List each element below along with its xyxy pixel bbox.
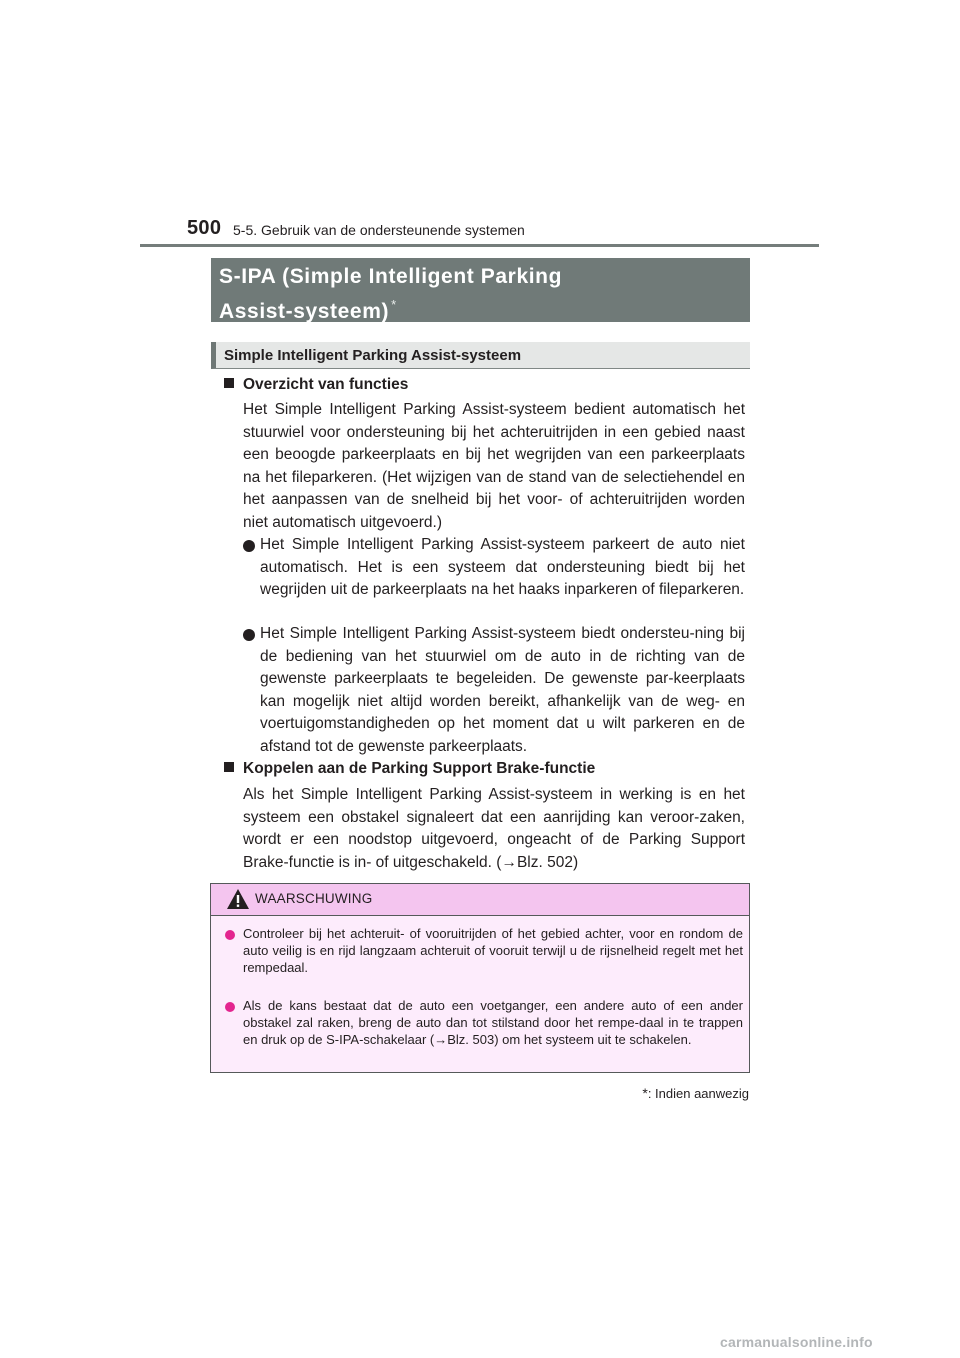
overview-bullet-1: Het Simple Intelligent Parking Assist-systeem parkeert de auto niet automatisch. Het is een systeem dat ondersteuning biedt bij het wegrijden uit de parkeerplaats na het haaks inparkeren of fileparkeren.: [260, 536, 745, 598]
footnote-star-icon: *: [391, 297, 397, 312]
page-number: 500: [187, 217, 222, 239]
warning-item-2: Als de kans bestaat dat de auto een voetganger, een andere auto of een ander obstakel zal raken, breng de auto dan tot stilstand door het rempe-daal in te trappen en druk op de S-IPA-schakelaar (→Blz. 503) om het systeem uit te schakelen.: [243, 998, 743, 1047]
warning-body: [211, 916, 749, 1072]
coupling-paragraph: Als het Simple Intelligent Parking Assist-systeem in werking is en het systeem een obstakel signaleert dat een aanrijding kan veroor-zaken, wordt er een noodstop uitgevoerd, ongeacht of de Parking Support Brake-functie is in- of uitgeschakeld. (→Blz. 502): [243, 786, 745, 871]
chapter-title-line-2: [219, 291, 742, 326]
bullet-icon: [243, 540, 255, 552]
footnote: [601, 1085, 749, 1102]
warning-triangle-icon: [226, 888, 250, 910]
overview-heading: [224, 375, 408, 395]
subheading: Simple Intelligent Parking Assist-systeem: [211, 342, 750, 369]
warning-bullet-icon: [225, 1002, 235, 1012]
bullet-icon: [243, 629, 255, 641]
square-bullet-icon: [224, 378, 234, 388]
warning-label: WAARSCHUWING: [255, 891, 373, 906]
warning-header: [211, 884, 749, 916]
coupling-heading: [224, 759, 595, 779]
overview-paragraph: Het Simple Intelligent Parking Assist-systeem bedient automatisch het stuurwiel voor ondersteuning bij het achteruitrijden in een gebied naast een beoogde parkeerplaats en bij het wegrijden van een parkeerplaats na het fileparkeren. (Het wijzigen van de stand van de selectiehendel en het aanpassen van de snelheid bij het voor- of achteruitrijden worden niet automatisch uitgevoerd.): [243, 401, 745, 531]
coupling-heading-text: Koppelen aan de Parking Support Brake-functie: [243, 760, 596, 777]
overview-bullet-2: Het Simple Intelligent Parking Assist-systeem biedt ondersteu-ning bij de bediening van het stuurwiel om de auto in de richting van de gewenste parkeerplaats te begeleiden. De gewenste par-keerplaats kan mogelijk niet altijd worden bereikt, afhankelijk van de weg- en voertuigomstandigheden op het moment dat u wilt parkeren en de afstand tot de gewenste parkeerplaats.: [260, 625, 745, 755]
footnote-text: : Indien aanwezig: [647, 1086, 749, 1101]
chapter-title-line-2-text: Assist-systeem): [219, 300, 390, 323]
chapter-title-line-1: S-IPA (Simple Intelligent Parking: [219, 265, 563, 288]
header-rule: [140, 244, 819, 247]
warning-box: [210, 883, 750, 1073]
warning-bullet-icon: [225, 930, 235, 940]
section-title: 5-5. Gebruik van de ondersteunende systemen: [233, 222, 525, 238]
chapter-title-banner: [211, 258, 750, 322]
watermark: carmanualsonline.info: [720, 1334, 873, 1350]
footnote-star-icon: *: [642, 1085, 648, 1101]
square-bullet-icon: [224, 762, 234, 772]
overview-heading-text: Overzicht van functies: [243, 376, 409, 393]
warning-item-1: Controleer bij het achteruit- of vooruitrijden of het gebied achter, voor en rondom de auto veilig is en rijd langzaam achteruit of vooruit terwijl u de rijsnelheid regelt met het rempedaal.: [243, 926, 743, 975]
